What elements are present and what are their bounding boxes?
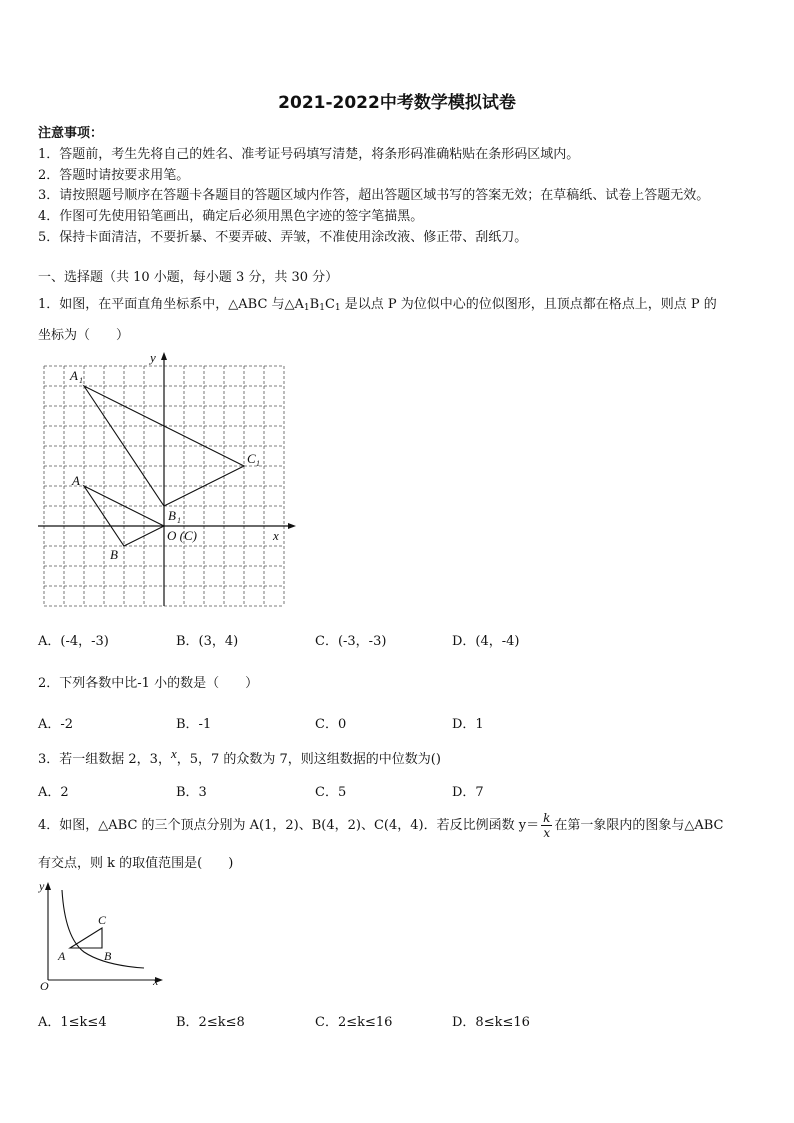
q1-stem-part: C (324, 297, 335, 312)
q4-option-c[interactable]: C．2≤k≤16 (315, 1015, 393, 1030)
label-y-axis: y (150, 350, 156, 365)
label-x-axis: x (273, 528, 279, 543)
q1-option-d[interactable]: D．(4，-4) (452, 634, 520, 649)
notice-heading: 注意事项： (38, 126, 104, 141)
q2-option-d[interactable]: D．1 (452, 717, 484, 732)
q1-figure (34, 348, 304, 610)
q3-stem-part: ，5，7 的众数为 7，则这组数据的中位数为() (176, 752, 441, 767)
q1-sub: 1 (334, 303, 341, 313)
q2-stem: 2．下列各数中比-1 小的数是（ ） (38, 676, 259, 691)
q1-stem-line2: 坐标为（ ） (38, 328, 130, 343)
q4-label-b: B (104, 949, 112, 963)
q1-option-c[interactable]: C．(-3，-3) (315, 634, 387, 649)
q1-sub: 1 (319, 303, 325, 313)
q2-option-b[interactable]: B．-1 (176, 717, 212, 732)
q4-stem-part: 4．如图，△ABC 的三个顶点分别为 A(1，2)、B(4，2)、C(4，4)．若反比例函数 y＝ (38, 818, 540, 833)
notice-item-3: 3．请按照题号顺序在答题卡各题目的答题区域内作答，超出答题区域书写的答案无效；在草稿纸、试卷上答题无效。 (38, 188, 710, 203)
notice-item-5: 5．保持卡面清洁，不要折暴、不要弄破、弄皱，不准使用涂改液、修正带、刮纸刀。 (38, 230, 528, 245)
q3-variable: x (170, 746, 177, 761)
label-b1-sub: 1 (177, 516, 181, 525)
q4-hyperbola (62, 890, 144, 968)
q4-figure (34, 878, 169, 993)
q4-label-a: A (58, 949, 66, 963)
label-a1-sub: 1 (79, 376, 83, 385)
q1-option-b[interactable]: B．(3，4) (176, 634, 239, 649)
q3-option-d[interactable]: D．7 (452, 785, 484, 800)
q4-triangle-abc (70, 928, 102, 948)
label-a: A (72, 473, 80, 488)
q3-option-c[interactable]: C．5 (315, 785, 347, 800)
q3-stem (38, 748, 441, 767)
page-title: 2021-2022中考数学模拟试卷 (278, 93, 516, 113)
q3-option-a[interactable]: A．2 (38, 785, 69, 800)
q2-option-a[interactable]: A．-2 (38, 717, 74, 732)
label-c1-sub: 1 (256, 459, 260, 468)
q4-option-a[interactable]: A．1≤k≤4 (38, 1015, 107, 1030)
q3-option-b[interactable]: B．3 (176, 785, 207, 800)
q4-fraction-numerator: k (543, 811, 551, 825)
q4-label-c: C (98, 913, 107, 927)
q4-stem-line1 (38, 808, 724, 844)
section-heading: 一、选择题（共 10 小题，每小题 3 分，共 30 分） (38, 270, 339, 285)
q4-fraction (541, 811, 552, 840)
label-c1: C (247, 451, 256, 466)
q1-sub: 1 (303, 303, 310, 313)
q4-label-y: y (39, 879, 45, 893)
q1-option-a[interactable]: A．(-4，-3) (38, 634, 109, 649)
q4-fraction-denominator: x (543, 826, 551, 840)
q4-label-o: O (40, 979, 49, 993)
q2-option-c[interactable]: C．0 (315, 717, 347, 732)
label-origin: O (C) (167, 528, 197, 543)
notice-item-4: 4．作图可先使用铅笔画出，确定后必须用黑色字迹的签字笔描黑。 (38, 209, 424, 224)
q1-stem-part: B (309, 297, 320, 312)
q3-stem-part: 3．若一组数据 2，3， (38, 752, 171, 767)
q4-option-d[interactable]: D．8≤k≤16 (452, 1015, 530, 1030)
q1-stem-part: 是以点 P 为位似中心的位似图形，且顶点都在格点上，则点 P 的 (340, 297, 717, 312)
q4-stem-part: 在第一象限内的图象与△ABC (554, 818, 724, 833)
label-b1: B (168, 508, 176, 523)
notice-item-1: 1．答题前，考生先将自己的姓名、准考证号码填写清楚，将条形码准确粘贴在条形码区域内。 (38, 147, 580, 162)
label-a1: A (70, 368, 78, 383)
label-b: B (110, 547, 118, 562)
q4-option-b[interactable]: B．2≤k≤8 (176, 1015, 245, 1030)
q1-stem-part: 1．如图，在平面直角坐标系中，△ABC 与△A (38, 297, 304, 312)
q4-stem-line2: 有交点，则 k 的取值范围是( ) (38, 856, 234, 871)
notice-item-2: 2．答题时请按要求用笔。 (38, 168, 190, 183)
q4-label-x: x (153, 974, 159, 988)
q1-stem-line1 (38, 293, 717, 313)
